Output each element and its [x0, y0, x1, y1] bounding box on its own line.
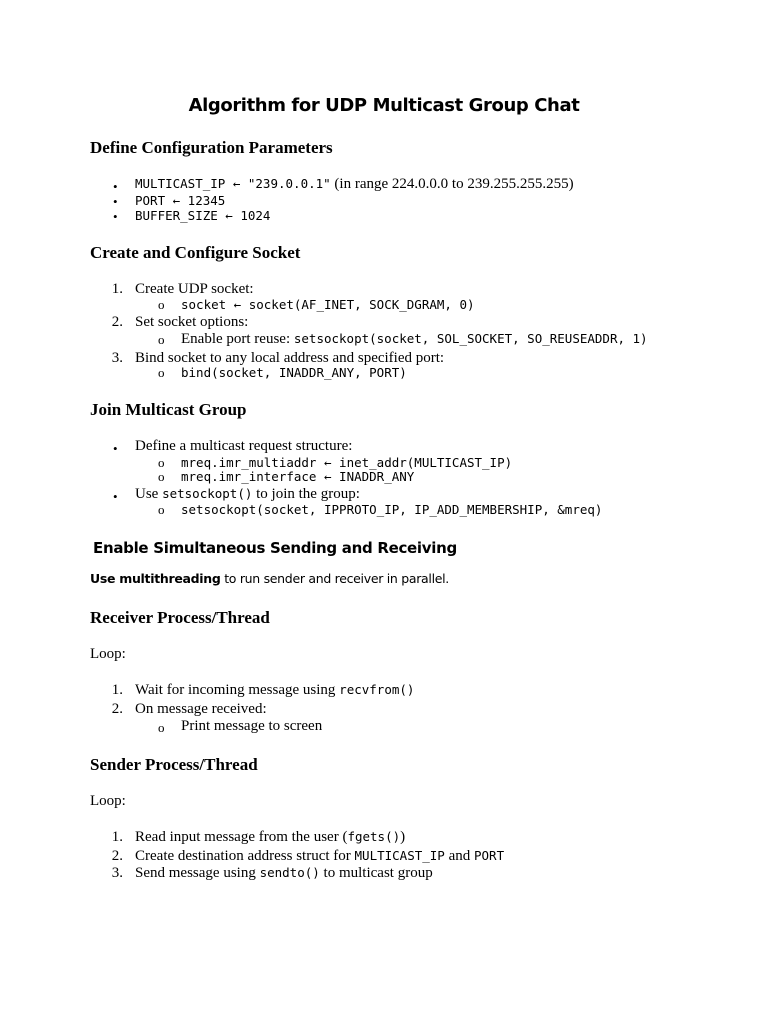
bullet-glyph: • — [113, 489, 118, 504]
list-item — [135, 208, 270, 225]
step-number: 2. — [111, 701, 123, 717]
code-snippet: socket ← socket(AF_INET, SOCK_DGRAM, 0) — [181, 297, 475, 312]
sub-bullet-glyph: o — [158, 720, 165, 735]
section-heading-simultaneous: Enable Simultaneous Sending and Receiving — [93, 539, 457, 557]
step-number: 1. — [111, 829, 123, 845]
step-number: 1. — [111, 682, 123, 698]
sub-list-item — [181, 297, 475, 314]
sub-list-item: Print message to screen — [181, 718, 323, 734]
code-snippet: mreq.imr_multiaddr ← inet_addr(MULTICAST_IP) — [181, 455, 513, 470]
sub-item-text: Enable port reuse: — [181, 331, 294, 347]
bold-text: Use multithreading — [90, 571, 221, 586]
list-item-text: and — [444, 848, 474, 864]
code-snippet: setsockopt() — [162, 486, 253, 501]
list-item: Create UDP socket: — [135, 281, 254, 297]
list-item-text: Create destination address struct for — [135, 848, 355, 864]
code-snippet: MULTICAST_IP ← "239.0.0.1" — [135, 176, 331, 191]
list-item — [135, 848, 504, 865]
bullet-glyph: • — [113, 179, 118, 194]
list-item-text: to join the group: — [252, 486, 360, 502]
loop-label: Loop: — [90, 646, 126, 662]
step-number: 3. — [111, 865, 123, 881]
list-item-text: Use — [135, 486, 163, 502]
list-item — [135, 176, 574, 193]
list-item-text: Send message using — [135, 865, 260, 881]
section-heading-receiver: Receiver Process/Thread — [90, 608, 270, 627]
section-heading-socket: Create and Configure Socket — [90, 243, 301, 262]
bullet-glyph: • — [113, 441, 118, 456]
code-snippet: PORT — [474, 848, 505, 863]
sub-bullet-glyph: o — [158, 502, 165, 517]
list-item — [135, 682, 414, 699]
bullet-glyph: • — [113, 194, 118, 209]
step-number: 1. — [111, 281, 123, 297]
section-heading-sender: Sender Process/Thread — [90, 755, 258, 774]
section-heading-config: Define Configuration Parameters — [90, 138, 333, 157]
sub-list-item — [181, 331, 648, 348]
multithreading-note — [90, 571, 449, 586]
step-number: 3. — [111, 350, 123, 366]
list-item-text: Wait for incoming message using — [135, 682, 340, 698]
list-item: Define a multicast request structure: — [135, 438, 353, 454]
code-snippet: bind(socket, INADDR_ANY, PORT) — [181, 365, 407, 380]
note-text: to run sender and receiver in parallel. — [220, 571, 449, 586]
sub-bullet-glyph: o — [158, 332, 165, 347]
step-number: 2. — [111, 314, 123, 330]
list-item: Set socket options: — [135, 314, 249, 330]
sub-bullet-glyph: o — [158, 455, 165, 470]
code-snippet: setsockopt(socket, IPPROTO_IP, IP_ADD_MEMBERSHIP, &mreq) — [181, 502, 603, 517]
sub-bullet-glyph: o — [158, 297, 165, 312]
code-snippet: recvfrom() — [339, 682, 415, 697]
list-item-text: (in range 224.0.0.0 to 239.255.255.255) — [330, 176, 574, 192]
code-snippet: mreq.imr_interface ← INADDR_ANY — [181, 469, 415, 484]
sub-list-item — [181, 502, 602, 519]
sub-list-item — [181, 469, 414, 486]
bullet-glyph: • — [113, 209, 118, 224]
loop-label: Loop: — [90, 793, 126, 809]
sub-list-item — [181, 365, 407, 382]
list-item-text: ) — [400, 829, 406, 845]
sub-bullet-glyph: o — [158, 365, 165, 380]
code-snippet: PORT ← 12345 — [135, 193, 226, 208]
list-item: On message received: — [135, 701, 267, 717]
list-item-text: Read input message from the user ( — [135, 829, 348, 845]
page-title: Algorithm for UDP Multicast Group Chat — [188, 95, 580, 116]
list-item — [135, 486, 360, 503]
sub-bullet-glyph: o — [158, 469, 165, 484]
code-snippet: fgets() — [347, 829, 401, 844]
section-heading-join: Join Multicast Group — [90, 400, 247, 419]
list-item — [135, 829, 405, 846]
code-snippet: setsockopt(socket, SOL_SOCKET, SO_REUSEADDR, 1) — [293, 331, 648, 346]
code-snippet: sendto() — [259, 865, 320, 880]
step-number: 2. — [111, 848, 123, 864]
code-snippet: BUFFER_SIZE ← 1024 — [135, 208, 271, 223]
list-item-text: to multicast group — [319, 865, 433, 881]
list-item — [135, 865, 433, 882]
code-snippet: MULTICAST_IP — [354, 848, 445, 863]
list-item: Bind socket to any local address and specified port: — [135, 350, 445, 366]
